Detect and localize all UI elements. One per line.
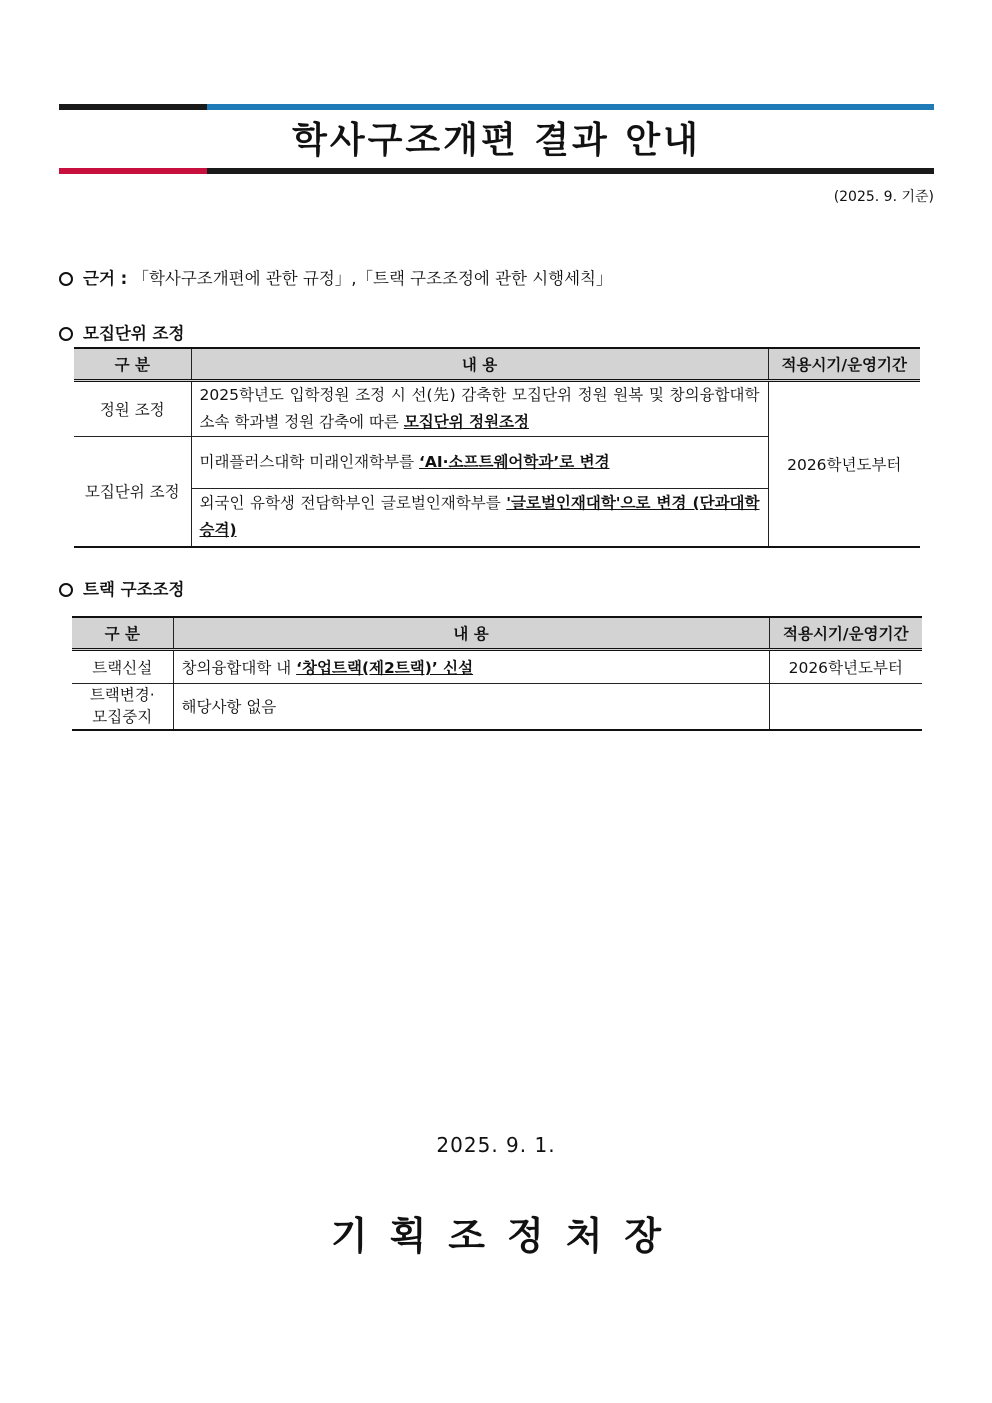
content-text: 외국인 유학생 전담학부인 글로벌인재학부를	[199, 494, 507, 513]
header-bar-red	[59, 168, 207, 174]
row-content	[191, 381, 768, 437]
circle-bullet-icon	[59, 272, 73, 286]
basis-text: 「학사구조개편에 관한 규정」,「트랙 구조조정에 관한 시행세칙」	[132, 269, 613, 288]
header-period: 적용시기/운영기간	[769, 617, 922, 650]
row-content	[191, 489, 768, 547]
circle-bullet-icon	[59, 583, 73, 597]
content-text: 2025학년도 입학정원 조정 시 선(先) 감축한 모집단위 정원 원복 및 창의융합대학 소속 학과별 정원 감축에 따른	[199, 386, 760, 431]
content-emphasis: ‘창업트랙(제2트랙)’ 신설	[296, 659, 474, 677]
section1-table	[74, 347, 920, 548]
row-content	[191, 437, 768, 489]
table-row	[74, 381, 920, 437]
section2-heading	[59, 576, 184, 600]
header-content: 내 용	[191, 348, 768, 381]
basis-date: (2025. 9. 기준)	[833, 189, 934, 205]
row-period	[769, 684, 922, 730]
content-emphasis: '글로벌인재대학'으로 변경 (단과대학 승격)	[199, 494, 760, 540]
section1-heading	[59, 320, 184, 344]
header-category: 구 분	[74, 348, 191, 381]
section2-table	[72, 616, 922, 731]
header-bar-dark-bottom	[207, 168, 934, 174]
content-emphasis: 모집단위 정원조정	[403, 413, 529, 431]
table-row	[72, 684, 922, 730]
basis-line	[59, 265, 613, 289]
header-period: 적용시기/운영기간	[768, 348, 920, 381]
table-row	[72, 650, 922, 684]
content-text: 미래플러스대학 미래인재학부를	[199, 453, 419, 471]
content-text: 창의융합대학 내	[181, 659, 297, 677]
row-period: 2026학년도부터	[769, 650, 922, 684]
circle-bullet-icon	[59, 327, 73, 341]
header-bar-dark	[59, 104, 207, 110]
header-bar-blue	[207, 104, 934, 110]
row-period: 2026학년도부터	[768, 381, 920, 547]
row-content	[173, 684, 769, 730]
row-category: 모집단위 조정	[74, 437, 191, 547]
page-title: 학사구조개편 결과 안내	[292, 120, 701, 161]
table-header-row	[74, 348, 920, 381]
row-category: 트랙신설	[72, 650, 173, 684]
row-category: 트랙변경·모집중지	[72, 684, 173, 730]
table-header-row	[72, 617, 922, 650]
issuer-name: 기획조정처장	[330, 1214, 684, 1258]
section1-heading-text: 모집단위 조정	[83, 324, 185, 343]
basis-label: 근거 :	[83, 269, 128, 288]
row-content	[173, 650, 769, 684]
header-category: 구 분	[72, 617, 173, 650]
section2-heading-text: 트랙 구조조정	[83, 580, 185, 599]
issue-date: 2025. 9. 1.	[436, 1133, 556, 1157]
row-category: 정원 조정	[74, 381, 191, 437]
content-text: 해당사항 없음	[181, 698, 277, 717]
header-content: 내 용	[173, 617, 769, 650]
content-emphasis: ‘AI·소프트웨어학과’로 변경	[418, 453, 610, 471]
